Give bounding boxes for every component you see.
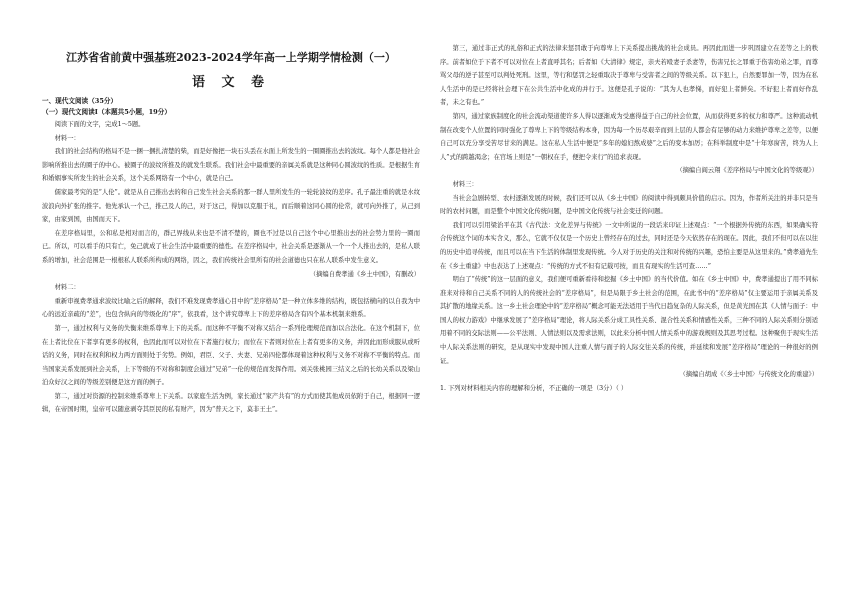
material-2-label: 材料二： xyxy=(54,284,80,292)
reading-instruction: 阅读下面的文字，完成1～5题。 xyxy=(54,121,145,128)
paragraph: 我们可以引用梁治平在其《古代法：文化差异与传统》一文中所说的一段话来印证上述观点：“一个根据外传统的东西，如果确实符合传统这个词的本实含义，那么，它就不仅仅是一个历史上曾经存在的过去，同时还是今天依然存在的现在。因此，我们不但可以在以往的历史中追寻传统，而且可以在当下生活的体制里发现传统。今人对于历史的关注和对传统的兴趣，恐怕主要是从这里来的。”费孝通先生在《乡土重建》中也表达了上述观点：“传统的方式不但有记载可按，而且有现实的生活可查……” xyxy=(440,221,818,270)
paragraph: 当社会急剧转型、农村逐渐发展的时候，我们还可以从《乡土中国》的阅读中得到颇具价值的启示。因为，作者所关注的并非只是当时的农村问题，而是整个中国文化传统问题，是中国文化传统与社会变迁的问题。 xyxy=(440,194,818,216)
material-1-label: 材料一： xyxy=(54,134,80,142)
paragraph: 我们的社会结构的格局不是一捆一捆扎清楚的柴，而是好像把一块石头丢在水面上所发生的一圈圈推出去的波纹。每个人都是他社会影响所推出去的圈子的中心。被圈子的波纹所推及的就发生联系。我们社会中最重要的亲属关系就是这种同心圆波纹的性质。是根据生育和婚姻事实所发生的社会关系，这个关系网络有一个中心，就是自己。 xyxy=(42,148,420,183)
subsection-heading: （一）现代文阅读Ⅰ（本题共5小题，19分） xyxy=(42,108,171,116)
paragraph: 明白了“传统”的这一层面的意义，我们便可重新看待和挖掘《乡土中国》的当代价值。如在《乡土中国》中，费孝通提出了用不同标准来对待和自己关系不同的人的传统社会的“差序格局”，但是局限于乡土社会的范围，在此书中的“差序格局”仅主要运用于亲属关系及其扩散的地缘关系。这一乡土社会理论中的“差序格局”概念可能无法适用于当代日趋复杂的人际关系，但是黄光国在其《人情与面子：中国人的权力游戏》中继承发展了“差序格局”理论，将人际关系分成工具性关系、混合性关系和情感性关系，三种不同的人际关系则分别适用着不同的交际法则——公平法则、人情法则以及需求法则，以此来分析中国人情关系中的游戏规则及其思考过程。这种聚焦于现实生活中人际关系法则的研究，是从现实中发现中国人注重人情与面子的人际交往关系的传统，并延续和发展“差序格局”理论的一种很好的例证。 xyxy=(440,276,818,365)
material-3-label: 材料三： xyxy=(452,180,478,188)
section-heading: 一、现代文阅读（35分） xyxy=(42,97,118,105)
paragraph: 重新审视费孝通求波纹比喻之后的解释，我们不难发现费孝通心目中的“差序格局”是一种立体多维的结构，既包括横向的以自我为中心的远近亲疏的“差”，也包含纵向的等级化的“序”，依我看，这个讲究尊卑上下的差序格局含有四个基本机制来维系。 xyxy=(42,297,420,319)
source-citation: （摘编自阎云翔《差序格局与中国文化的等级观》） xyxy=(676,167,818,175)
exam-title: 江苏省省前黄中强基班2023-2024学年高一上学期学情检测（一） xyxy=(66,51,396,64)
paragraph: 第四，通过家族制度化的社会流动渠道使许多人得以逐渐成为受惠得益于自己的社会位置，从而获得更多的权力和尊严。这种流动机制在改变个人位置的同时强化了尊卑上下的等级结构本身，因为每一个历尽艰辛而到上层的人都会有足够的动力来维护尊卑之差等，以便自己可以充分享受苦尽甘来的满足。这在私人生活中便是“多年的媳妇熬成婆”之后的变本加厉；在科举制度中是“十年寒窗苦，终为人上人”式的跨越渴念；在官场上则是“一朝权在手，便把令来行”的追求表现。 xyxy=(440,112,818,161)
paragraph: 第一，通过权利与义务的失衡来维系尊卑上下的关系。而这种不平衡不对称又结合一系列伦理规范而加以合法化。在这个机制下，位在上者比位在下者享有更多的权利，也因此而可以对位在下者施行权力；而位在下者则对位在上者有更多的义务，并因此而形成服从或听话的义务，同时在权利和权力两方面则处于劣势。例如，君臣、父子、夫妻、兄弟四伦都体现着这种权利与义务不对称不平衡的特点。而当国家关系发展到社会关系，上下等级的不对称和制度会通过“兄弟”一伦的规范而发挥作用。刘关张桃园三结义之后的长幼关系以及梁山泊众好汉之间的等级差别便是这方面的例子。 xyxy=(42,324,420,387)
right-column xyxy=(440,42,818,395)
paragraph: 第二，通过对资源的控制来维系尊卑上下关系。以家庭生活为例，家长通过“家产共有”的方式而使其他成员依附于自己，根据同一逻辑，在帝国时期，皇帝可以随意剥夺其臣民的私有财产，因为“普天之下，莫非王土”。 xyxy=(42,392,420,414)
paragraph: 儒家最考究的是“人伦”。就是从自己推出去的和自己发生社会关系的那一群人里所发生的一轮轮波纹的差序。孔子最注重的就是水纹波浪向外扩张的推字。他先承认一个己，推己及人的己，对于这己，得加以克服于礼，而后顺着这同心圆的伦常，就可向外推了，从己到家，由家到国，由国而天下。 xyxy=(42,188,420,224)
left-column xyxy=(42,42,420,417)
subject-title: 语 文 卷 xyxy=(191,75,271,90)
paragraph: 在差序格局里，公和私是相对而言的，群己界线从来也是不清不楚的，圈也不过是以自己这个中心里推出去的社会势力里的一圈而已。所以，可以看手的只有亡，免己就成了社会生活中最重要的德性。在差序格局中，社会关系是逐渐从一个一个人推出去的，是私人联系的增加，社会范围是一根根私人联系所构成的网络，因之，我们传统社会里所有的社会道德也只在私人联系中发生意义。 xyxy=(42,229,420,264)
question-1: 1. 下列对材料相关内容的理解和分析，不正确的一项是（3分）（ ） xyxy=(440,384,628,392)
paragraph: 第三，通过非正式的礼俗和正式的法律来惩罚敢于向尊卑上下关系提出挑战的社会成员。再因此而进一步巩固建立在差等之上的秩序。前者如位于下者不可以对位在上者直呼其名；后者如《大清律》规定，亲夫若殴妻子杀妻等，伤害兄长之罪重于伤害幼弟之罪，而尊骂父母的逆子甚至可以判处死刑。这里，等行和惩罚之轻重取决于尊卑与受害者之间的等级关系。以下犯上，自然要罪加一等，因为在私人生活中的是已经将社会理下在公共生活中化成的并行于。这便是孔子说的：“其为人也孝悌，而好犯上者鲜矣。不好犯上者而好作乱者，未之有也。” xyxy=(440,45,818,107)
source-citation: （摘编自费孝通《乡土中国》，有删改） xyxy=(309,270,420,278)
source-citation: （摘编自胡成《〈乡土中国〉与传统文化的重建》） xyxy=(679,371,818,379)
